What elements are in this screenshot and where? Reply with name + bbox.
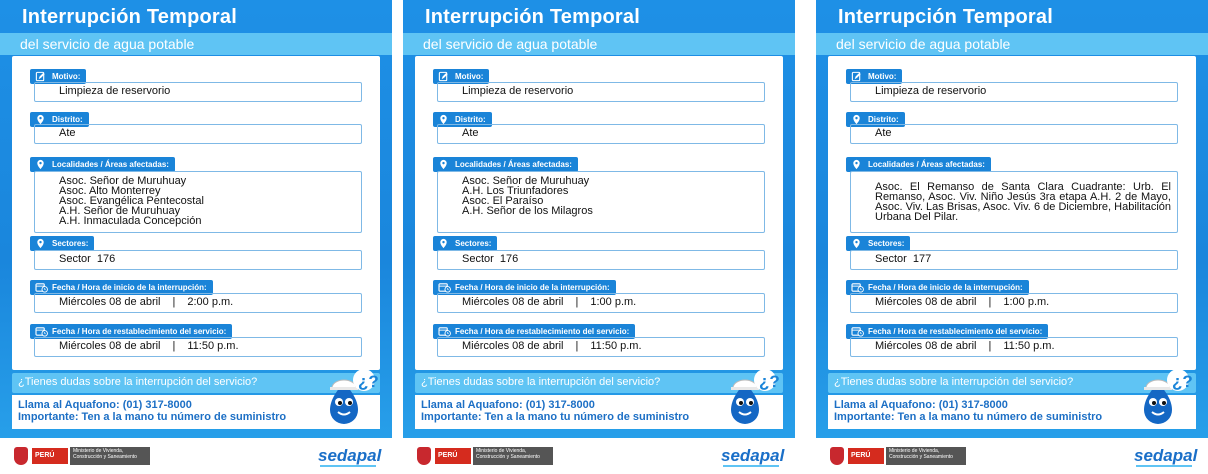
map-pin-icon bbox=[438, 238, 449, 249]
logo-underline bbox=[320, 465, 376, 467]
distrito-value-box bbox=[437, 124, 765, 144]
card-header bbox=[403, 0, 795, 54]
aquafono-phone: Llama al Aquafono: (01) 317-8000 bbox=[421, 399, 595, 411]
localidad-item: Asoc. Señor de Muruhuay bbox=[462, 175, 590, 187]
sectores-field bbox=[846, 236, 1178, 270]
motivo-value-box bbox=[850, 82, 1178, 102]
logo-underline bbox=[1136, 465, 1192, 467]
motivo-field bbox=[433, 69, 765, 102]
inicio-label-text: Fecha / Hora de inicio de la interrupción: bbox=[868, 283, 1023, 292]
sectores-value-box bbox=[437, 250, 765, 270]
pencil-note-icon bbox=[438, 71, 449, 82]
inicio-value bbox=[462, 297, 764, 307]
distrito-field bbox=[433, 112, 765, 144]
pencil-note-icon bbox=[851, 71, 862, 82]
notice-card bbox=[0, 0, 392, 474]
calendar-clock-icon bbox=[35, 282, 46, 293]
footer bbox=[403, 438, 795, 474]
motivo-field bbox=[30, 69, 362, 102]
notice-card bbox=[816, 0, 1208, 474]
sedapal-logo: sedapal bbox=[721, 446, 785, 465]
card-header bbox=[816, 0, 1208, 54]
peru-badge: PERÚ bbox=[32, 448, 68, 464]
coat-of-arms-icon bbox=[417, 447, 431, 465]
sectores-value: Sector 176 bbox=[462, 253, 519, 265]
inicio-value-box bbox=[437, 293, 765, 313]
sectores-label bbox=[846, 236, 910, 251]
calendar-clock-icon bbox=[851, 326, 862, 337]
localidades-value-box bbox=[850, 171, 1178, 233]
distrito-value-box bbox=[850, 124, 1178, 144]
footer bbox=[816, 438, 1208, 474]
inicio-value-box bbox=[34, 293, 362, 313]
sectores-value: Sector 177 bbox=[875, 253, 932, 265]
localidad-item: A.H. Señor de los Milagros bbox=[462, 205, 593, 217]
motivo-label-text: Motivo: bbox=[868, 72, 897, 81]
localidades-text: Asoc. El Remanso de Santa Clara Cuadrante: Urb. El Remanso, Asoc. Viv. Niño Jesús 3ra etapa A.H. 2 de Mayo, Asoc. Viv. Las Brisas, Asoc. Viv. 6 de Diciembre, Habilitación Urbana Del Pilar. bbox=[875, 181, 1171, 223]
ministry-label: Ministerio de Vivienda, Construcción y Saneamiento bbox=[473, 447, 553, 465]
distrito-value: Ate bbox=[875, 127, 892, 139]
localidad-item: A.H. Los Triunfadores bbox=[462, 185, 569, 197]
distrito-field bbox=[846, 112, 1178, 144]
inicio-hora: 1:00 p.m. bbox=[590, 296, 637, 308]
ministry-label: Ministerio de Vivienda, Construcción y Saneamiento bbox=[70, 447, 150, 465]
localidades-label-text: Localidades / Áreas afectadas: bbox=[455, 160, 572, 169]
localidades-value-box bbox=[437, 171, 765, 233]
map-pin-icon bbox=[35, 159, 46, 170]
water-drop-mascot-icon bbox=[721, 368, 780, 430]
inicio-hora: 2:00 p.m. bbox=[187, 296, 234, 308]
inicio-field bbox=[30, 280, 362, 313]
sedapal-logo: sedapal bbox=[1134, 446, 1198, 465]
inicio-field bbox=[433, 280, 765, 313]
sectores-label bbox=[30, 236, 94, 251]
calendar-clock-icon bbox=[438, 326, 449, 337]
localidades-field bbox=[433, 157, 765, 233]
page-title: Interrupción Temporal bbox=[22, 6, 237, 28]
sectores-label-text: Sectores: bbox=[868, 239, 905, 248]
distrito-value: Ate bbox=[59, 127, 76, 139]
motivo-value: Limpieza de reservorio bbox=[59, 85, 171, 97]
motivo-value-box bbox=[34, 82, 362, 102]
restablecimiento-label-text: Fecha / Hora de restablecimiento del servicio: bbox=[868, 327, 1043, 336]
inicio-value-box bbox=[850, 293, 1178, 313]
motivo-label-text: Motivo: bbox=[52, 72, 81, 81]
localidades-label bbox=[846, 157, 991, 172]
motivo-value-box bbox=[437, 82, 765, 102]
subtitle-bar bbox=[0, 33, 392, 55]
localidad-item: Asoc. Señor de Muruhuay bbox=[59, 175, 187, 187]
restablecimiento-value-box bbox=[850, 337, 1178, 357]
localidades-field bbox=[30, 157, 362, 233]
localidades-label bbox=[433, 157, 578, 172]
calendar-clock-icon bbox=[35, 326, 46, 337]
page-title: Interrupción Temporal bbox=[425, 6, 640, 28]
motivo-value: Limpieza de reservorio bbox=[875, 85, 987, 97]
inicio-fecha: Miércoles 08 de abril bbox=[462, 296, 564, 308]
restablecimiento-value-box bbox=[437, 337, 765, 357]
distrito-label-text: Distrito: bbox=[455, 115, 486, 124]
help-question: ¿Tienes dudas sobre la interrupción del servicio? bbox=[415, 373, 783, 393]
separator: | bbox=[172, 340, 176, 352]
inicio-value bbox=[59, 297, 361, 307]
sectores-label-text: Sectores: bbox=[52, 239, 89, 248]
water-drop-mascot-icon bbox=[320, 368, 379, 430]
sectores-label-text: Sectores: bbox=[455, 239, 492, 248]
important-note: Importante: Ten a la mano tu número de suministro bbox=[421, 411, 690, 423]
coat-of-arms-icon bbox=[830, 447, 844, 465]
restablecimiento-field bbox=[846, 324, 1178, 357]
localidad-item: A.H. Inmaculada Concepción bbox=[59, 215, 202, 227]
separator: | bbox=[988, 296, 992, 308]
footer bbox=[0, 438, 392, 474]
restablecimiento-label-text: Fecha / Hora de restablecimiento del servicio: bbox=[455, 327, 630, 336]
distrito-field bbox=[30, 112, 362, 144]
localidades-value-box bbox=[34, 171, 362, 233]
inicio-value bbox=[875, 297, 1177, 307]
localidad-item: Asoc. Alto Monterrey bbox=[59, 185, 161, 197]
important-note: Importante: Ten a la mano tu número de suministro bbox=[18, 411, 287, 423]
restablecimiento-field bbox=[30, 324, 362, 357]
fin-value bbox=[59, 341, 361, 351]
svg-text:¿?: ¿? bbox=[358, 372, 379, 391]
distrito-value: Ate bbox=[462, 127, 479, 139]
help-question: ¿Tienes dudas sobre la interrupción del servicio? bbox=[828, 373, 1196, 393]
motivo-value: Limpieza de reservorio bbox=[462, 85, 574, 97]
distrito-label-text: Distrito: bbox=[52, 115, 83, 124]
separator: | bbox=[575, 296, 579, 308]
map-pin-icon bbox=[35, 238, 46, 249]
aquafono-phone: Llama al Aquafono: (01) 317-8000 bbox=[834, 399, 1008, 411]
distrito-label-text: Distrito: bbox=[868, 115, 899, 124]
localidades-label-text: Localidades / Áreas afectadas: bbox=[52, 160, 169, 169]
sectores-field bbox=[30, 236, 362, 270]
sectores-value-box bbox=[850, 250, 1178, 270]
subtitle-bar bbox=[816, 33, 1208, 55]
fin-hora: 11:50 p.m. bbox=[1003, 340, 1055, 352]
help-question: ¿Tienes dudas sobre la interrupción del servicio? bbox=[12, 373, 380, 393]
separator: | bbox=[575, 340, 579, 352]
info-panel bbox=[828, 56, 1196, 370]
peru-badge: PERÚ bbox=[435, 448, 471, 464]
localidad-item: Asoc. El Paraíso bbox=[462, 195, 544, 207]
fin-hora: 11:50 p.m. bbox=[590, 340, 642, 352]
subtitle-bar bbox=[403, 33, 795, 55]
sectores-label bbox=[433, 236, 497, 251]
fin-value bbox=[875, 341, 1177, 351]
info-panel bbox=[415, 56, 783, 370]
fin-hora: 11:50 p.m. bbox=[187, 340, 239, 352]
motivo-label-text: Motivo: bbox=[455, 72, 484, 81]
localidad-item: A.H. Señor de Muruhuay bbox=[59, 205, 181, 217]
fin-fecha: Miércoles 08 de abril bbox=[462, 340, 564, 352]
map-pin-icon bbox=[438, 159, 449, 170]
important-note: Importante: Ten a la mano tu número de suministro bbox=[834, 411, 1103, 423]
separator: | bbox=[172, 296, 176, 308]
card-header bbox=[0, 0, 392, 54]
inicio-fecha: Miércoles 08 de abril bbox=[59, 296, 161, 308]
map-pin-icon bbox=[851, 159, 862, 170]
calendar-clock-icon bbox=[851, 282, 862, 293]
logo-underline bbox=[723, 465, 779, 467]
calendar-clock-icon bbox=[438, 282, 449, 293]
inicio-label-text: Fecha / Hora de inicio de la interrupción: bbox=[455, 283, 610, 292]
subtitle: del servicio de agua potable bbox=[836, 36, 1011, 52]
localidades-label bbox=[30, 157, 175, 172]
subtitle: del servicio de agua potable bbox=[423, 36, 598, 52]
separator: | bbox=[988, 340, 992, 352]
sectores-value-box bbox=[34, 250, 362, 270]
subtitle: del servicio de agua potable bbox=[20, 36, 195, 52]
inicio-hora: 1:00 p.m. bbox=[1003, 296, 1050, 308]
sectores-value: Sector 176 bbox=[59, 253, 116, 265]
inicio-fecha: Miércoles 08 de abril bbox=[875, 296, 977, 308]
page-title: Interrupción Temporal bbox=[838, 6, 1053, 28]
notice-card bbox=[403, 0, 795, 474]
inicio-field bbox=[846, 280, 1178, 313]
sectores-field bbox=[433, 236, 765, 270]
inicio-label-text: Fecha / Hora de inicio de la interrupción: bbox=[52, 283, 207, 292]
restablecimiento-value-box bbox=[34, 337, 362, 357]
localidades-label-text: Localidades / Áreas afectadas: bbox=[868, 160, 985, 169]
map-pin-icon bbox=[851, 238, 862, 249]
svg-text:¿?: ¿? bbox=[759, 372, 780, 391]
fin-fecha: Miércoles 08 de abril bbox=[875, 340, 977, 352]
fin-value bbox=[462, 341, 764, 351]
restablecimiento-field bbox=[433, 324, 765, 357]
pencil-note-icon bbox=[35, 71, 46, 82]
fin-fecha: Miércoles 08 de abril bbox=[59, 340, 161, 352]
ministry-label: Ministerio de Vivienda, Construcción y Saneamiento bbox=[886, 447, 966, 465]
water-drop-mascot-icon bbox=[1134, 368, 1193, 430]
restablecimiento-label-text: Fecha / Hora de restablecimiento del servicio: bbox=[52, 327, 227, 336]
svg-text:¿?: ¿? bbox=[1172, 372, 1193, 391]
sedapal-logo: sedapal bbox=[318, 446, 382, 465]
motivo-field bbox=[846, 69, 1178, 102]
localidad-item: Asoc. Evangélica Pentecostal bbox=[59, 195, 204, 207]
localidades-field bbox=[846, 157, 1178, 233]
peru-badge: PERÚ bbox=[848, 448, 884, 464]
distrito-value-box bbox=[34, 124, 362, 144]
info-panel bbox=[12, 56, 380, 370]
aquafono-phone: Llama al Aquafono: (01) 317-8000 bbox=[18, 399, 192, 411]
coat-of-arms-icon bbox=[14, 447, 28, 465]
